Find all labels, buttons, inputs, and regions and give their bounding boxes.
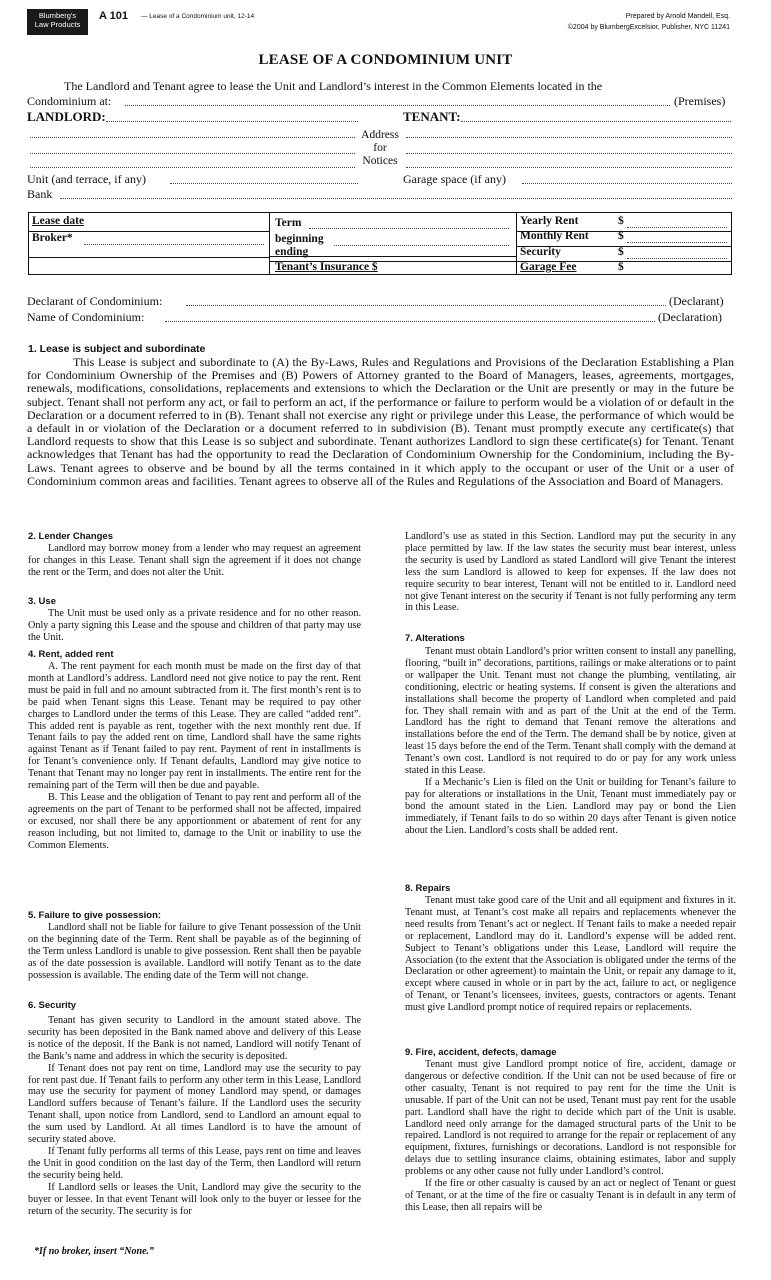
landlord-field[interactable] bbox=[106, 120, 358, 122]
section-2-body bbox=[28, 543, 361, 579]
section-4-text-a: A. The rent payment for each month must be made on the first day of that month at Landlord’s address. Landlord need not give notice to pay the rent. Rent must be paid in full and no amount subtracted from it. The first month’s rent is to be paid when Tenant signs this Lease. Tenant may be required to pay other charges to Landlord under the terms of this Lease. They are called “added rent”. This added rent is payable as rent, together with the next monthly rent due. If Tenant fails to pay the added rent on time, Landlord shall have the same rights against Tenant as if Tenant failed to pay rent. Payment of rent in installments is for Tenant’s convenience only. If Tenant defaults, Landlord may give notice to Tenant that Tenant may no longer pay rent in installments. The entire rent for the remaining part of the Term will then be due and payable. bbox=[28, 661, 361, 792]
section-9-text-2: If the fire or other casualty is caused by an act or neglect of Tenant or guest of Tenant, or at the time of the fire or casualty Tenant is in default in any term of this Lease, then all repairs will be bbox=[405, 1178, 736, 1213]
section-9-text-1: Tenant must give Landlord prompt notice of fire, accident, damage or dangerous or defective condition. If the Unit can not be used because of fire or other casualty, Tenant is not required to pay rent for the time the Unit is unusable. If part of the Unit can not be used, Tenant must pay rent for the usable part. Landlord shall have the right to decide which part of the Unit is usable. Landlord need only arrange for the damaged structural parts of the Unit to be repaired. Landlord is not required to arrange for the repair or replacement of any equipment, fixtures, furnishings or decorations. Landlord is not responsible for delays due to settling insurance claims, obtaining estimates, labor and supply problems or any other cause not fully under Landlord’s control. bbox=[405, 1059, 736, 1178]
grid-hline-left-2 bbox=[29, 257, 269, 258]
tenant-address-line-3[interactable] bbox=[406, 166, 732, 168]
section-6-text-1: Tenant has given security to Landlord in the amount stated above. The security has been deposited in the Bank named above and delivery of this Lease is notice of the deposit. If the Bank is not named, Landlord will notify Tenant of the Bank’s name and address in which the security is deposited. bbox=[28, 1015, 361, 1062]
section-1-text: This Lease is subject and subordinate to (A) the By-Laws, Rules and Regulations and Provisions of the Declaration Establishing a Plan for Condominium Ownership of the Premises and (B) Powers of Attorney granted to the Board of Managers, leases, agreements, mortgages, renewals, modifications, consolidations, replacements and extensions to which the Declaration or the Unit are presently or may in the future be subject. Tenant shall not perform any act, or fail to perform an act, if the performance or failure to perform would be a violation of or default in the Declaration or a document referred to in (B). Tenant shall not exercise any right or privilege under this Lease, the performance of which would be a default in or violation of the Declaration or a document referred to in subdivision (B). Tenant must promptly execute any certificate(s) that Landlord requests to show that this Lease is so subject and subordinate. Tenant authorizes Landlord to sign these certificate(s) for Tenant. Tenant acknowledges that Tenant has had the opportunity to read the Declaration of Condominium Ownership for the Condominium, including the By-Laws. Tenant agrees to observe and be bound by all the terms contained in it which apply to the occupant or user of the Unit or a user of Condominium common areas and facilities. Tenant agrees to observe all of the Rules and Regulations of the Association and Board of Managers. bbox=[27, 355, 734, 488]
tenant-address-line-2[interactable] bbox=[406, 152, 732, 154]
intro-line-1: The Landlord and Tenant agree to lease the Unit and Landlord’s interest in the Common Elements located in the bbox=[64, 79, 603, 93]
broker-footnote: *If no broker, insert “None.” bbox=[34, 1246, 155, 1257]
bank-label: Bank bbox=[27, 187, 53, 201]
security-dollar: $ bbox=[618, 246, 624, 258]
ending-label: ending bbox=[275, 246, 309, 258]
landlord-address-line-3[interactable] bbox=[30, 166, 355, 168]
tenant-label: TENANT: bbox=[403, 109, 461, 124]
section-8-body bbox=[405, 895, 736, 1014]
section-5-text: Landlord shall not be liable for failure to give Tenant possession of the Unit on the beginning date of the Term. Rent shall be payable as of the beginning of the Term unless Landlord is unable to give possession. Rent shall then be payable as of the date possession is available. Landlord will notify Tenant as to the date possession is available. The ending date of the Term will not change. bbox=[28, 922, 361, 981]
condo-name-field[interactable] bbox=[165, 320, 655, 322]
yearly-rent-label: Yearly Rent bbox=[520, 215, 579, 227]
section-4-body bbox=[28, 661, 361, 852]
section-1-heading: 1. Lease is subject and subordinate bbox=[28, 343, 206, 355]
logo-line-2: Law Products bbox=[34, 19, 81, 29]
section-6-body bbox=[28, 1015, 361, 1217]
garage-field[interactable] bbox=[522, 182, 732, 184]
section-3-heading: 3. Use bbox=[28, 596, 56, 607]
section-7-text-2: If a Mechanic’s Lien is filed on the Unit or building for Tenant’s failure to pay for alterations or installations in the Unit, Tenant must immediately pay or bond the amount stated in the Lien. Landlord may pay or bond the Lien immediately, if Tenant fails to do so within 20 days after Tenant is given notice about the Lien. Landlord’s costs shall be added rent. bbox=[405, 776, 736, 836]
declarant-label: Declarant of Condominium: bbox=[27, 294, 163, 308]
condo-name-suffix: (Declaration) bbox=[658, 310, 722, 324]
section-9-body bbox=[405, 1059, 736, 1214]
section-4-text-b: B. This Lease and the obligation of Tenant to pay rent and perform all of the agreements on the part of Tenant to be performed shall not be affected, impaired or excused, nor shall there be any apportionment or abatement of rent for any reason including, but not limited to, damage to the Unit or inability to use the Common Elements. bbox=[28, 791, 361, 851]
security-label: Security bbox=[520, 246, 561, 258]
lease-terms-grid bbox=[28, 212, 732, 275]
notices-label: Notices bbox=[362, 155, 398, 167]
tenant-field[interactable] bbox=[461, 120, 731, 122]
section-2-text: Landlord may borrow money from a lender who may request an agreement for changes in this Lease. Tenant shall sign the agreement if it does not change the rent or the Term, and does not alter the Unit. bbox=[28, 543, 361, 578]
monthly-rent-field[interactable] bbox=[627, 241, 727, 243]
section-9-heading: 9. Fire, accident, defects, damage bbox=[405, 1047, 557, 1058]
garage-fee-label: Garage Fee bbox=[520, 261, 577, 273]
beginning-label: beginning bbox=[275, 233, 324, 245]
garage-fee-dollar: $ bbox=[618, 261, 624, 273]
garage-label: Garage space (if any) bbox=[403, 172, 506, 186]
broker-label: Broker* bbox=[32, 232, 73, 244]
blumberg-logo bbox=[27, 9, 88, 35]
term-field[interactable] bbox=[309, 227, 509, 229]
tenants-insurance-label: Tenant’s Insurance $ bbox=[275, 261, 378, 273]
section-3-body bbox=[28, 608, 361, 644]
landlord-address-line-2[interactable] bbox=[30, 152, 355, 154]
security-field[interactable] bbox=[627, 257, 727, 259]
condo-name-label: Name of Condominium: bbox=[27, 310, 145, 324]
intro-line-2: Condominium at: bbox=[27, 94, 112, 108]
lease-date-label: Lease date bbox=[32, 215, 85, 227]
landlord-address-line-1[interactable] bbox=[30, 136, 355, 138]
yearly-rent-dollar: $ bbox=[618, 215, 624, 227]
address-label: Address bbox=[361, 129, 399, 141]
term-label: Term bbox=[275, 217, 302, 229]
section-6-cont-text: Landlord’s use as stated in this Section. Landlord may put the security in any place permitted by law. If the law states the security must bear interest, unless the security is used by Landlord as stated Landlord will give Tenant the interest less the sum Landlord is allowed to keep for expenses. If the law does not require security to bear interest, Tenant will not be entitled to it. Landlord need not give Tenant interest on the security if Tenant is not fully performing any term in this Lease. bbox=[405, 531, 736, 614]
bank-field[interactable] bbox=[60, 197, 732, 199]
section-5-heading: 5. Failure to give possession: bbox=[28, 910, 162, 921]
section-4-heading: 4. Rent, added rent bbox=[28, 649, 114, 660]
section-7-body bbox=[405, 646, 736, 837]
grid-divider-2 bbox=[516, 213, 517, 274]
section-7-heading: 7. Alterations bbox=[405, 633, 465, 644]
monthly-rent-dollar: $ bbox=[618, 230, 624, 242]
premises-label: (Premises) bbox=[674, 94, 726, 108]
logo-line-1: Blumberg's bbox=[38, 11, 77, 20]
monthly-rent-label: Monthly Rent bbox=[520, 230, 589, 242]
section-8-text: Tenant must take good care of the Unit and all equipment and fixtures in it. Tenant must, at Tenant’s cost make all repairs and replacements whenever the need results from Tenant’s act or neglect. If Tenant fails to make a needed repair or replacement, Landlord may do it. Landlord’s expense will be added rent. Subject to Tenant’s obligations under this Lease, Landlord will require the Association (to the extent that the Association is obligated under the terms of the Declaration or other agreement) to maintain the Unit, or repair any damage to it, except where caused in whole or in part by the act, failure to act, or negligence of Tenant, or Tenant’s licensees, invitees, guests, contractors or agents. Tenant must give Landlord prompt notice of required repairs or replacements. bbox=[405, 895, 736, 1014]
section-6-heading: 6. Security bbox=[28, 1000, 77, 1011]
section-8-heading: 8. Repairs bbox=[405, 883, 451, 894]
section-6-text-3: If Tenant fully performs all terms of this Lease, pays rent on time and leaves the Unit in good condition on the last day of the Term, then Landlord will return the security being held. bbox=[28, 1145, 361, 1181]
broker-field[interactable] bbox=[84, 243, 264, 245]
for-label: for bbox=[373, 142, 387, 154]
preparer-info bbox=[568, 11, 730, 33]
document-title: LEASE OF A CONDOMINIUM UNIT bbox=[258, 52, 513, 68]
section-6-text-4: If Landlord sells or leases the Unit, Landlord may give the security to the buyer or lessee. In that event Tenant will look only to the buyer or lessee for the return of the security. The security is for bbox=[28, 1181, 361, 1217]
beginning-field[interactable] bbox=[334, 244, 509, 246]
unit-field[interactable] bbox=[170, 182, 358, 184]
declarant-suffix: (Declarant) bbox=[669, 294, 724, 308]
landlord-label: LANDLORD: bbox=[27, 109, 106, 124]
section-3-text: The Unit must be used only as a private residence and for no other reason. Only a party signing this Lease and the spouse and children of that party may use the Unit. bbox=[28, 608, 361, 643]
section-7-text-1: Tenant must obtain Landlord’s prior written consent to install any panelling, flooring, “built in” decorations, partitions, railings or make alterations or to paint or wallpaper the Unit. Tenant must not change the plumbing, ventilating, air conditioning, electric or heating systems. If consent is given the alterations and installations shall become the property of Landlord when completed and paid for. They shall remain with and as part of the Unit at the end of the Term. Landlord has the right to demand that Tenant remove the alterations and installations before the end of the Term. The demand shall be by notice, given at least 15 days before the end of the Term. Tenant shall comply with the demand at Tenant’s own cost. Landlord is not required to do or pay for any work unless stated in this Lease. bbox=[405, 646, 736, 777]
yearly-rent-field[interactable] bbox=[627, 226, 727, 228]
section-6-text-2: If Tenant does not pay rent on time, Landlord may use the security to pay for rent past due. If Tenant fails to perform any other term in this Lease, Landlord may use the security for payment of money Landlord may spend, or damages Landlord suffers because of Tenant’s failure. If the Landlord uses the security Tenant shall, upon notice from Landlord, send to Landlord an amount equal to the sum used by Landlord. At all times Landlord is to have the amount of security stated above. bbox=[28, 1062, 361, 1146]
tenant-address-line-1[interactable] bbox=[406, 136, 732, 138]
declarant-field[interactable] bbox=[186, 304, 666, 306]
unit-label: Unit (and terrace, if any) bbox=[27, 172, 146, 186]
section-5-body bbox=[28, 922, 361, 982]
premises-field[interactable] bbox=[125, 104, 670, 106]
section-6-continued bbox=[405, 531, 736, 614]
section-1-body bbox=[27, 356, 734, 488]
grid-divider-1 bbox=[269, 213, 270, 274]
prepared-by: Prepared by Arnold Mandell, Esq. bbox=[625, 13, 730, 20]
form-description: — Lease of a Condominium unit, 12-14 bbox=[141, 13, 255, 20]
form-code: A 101 bbox=[99, 10, 128, 22]
copyright: ©2004 by BlumbergExcelsior, Publisher, NYC 11241 bbox=[567, 24, 730, 31]
section-2-heading: 2. Lender Changes bbox=[28, 531, 113, 542]
